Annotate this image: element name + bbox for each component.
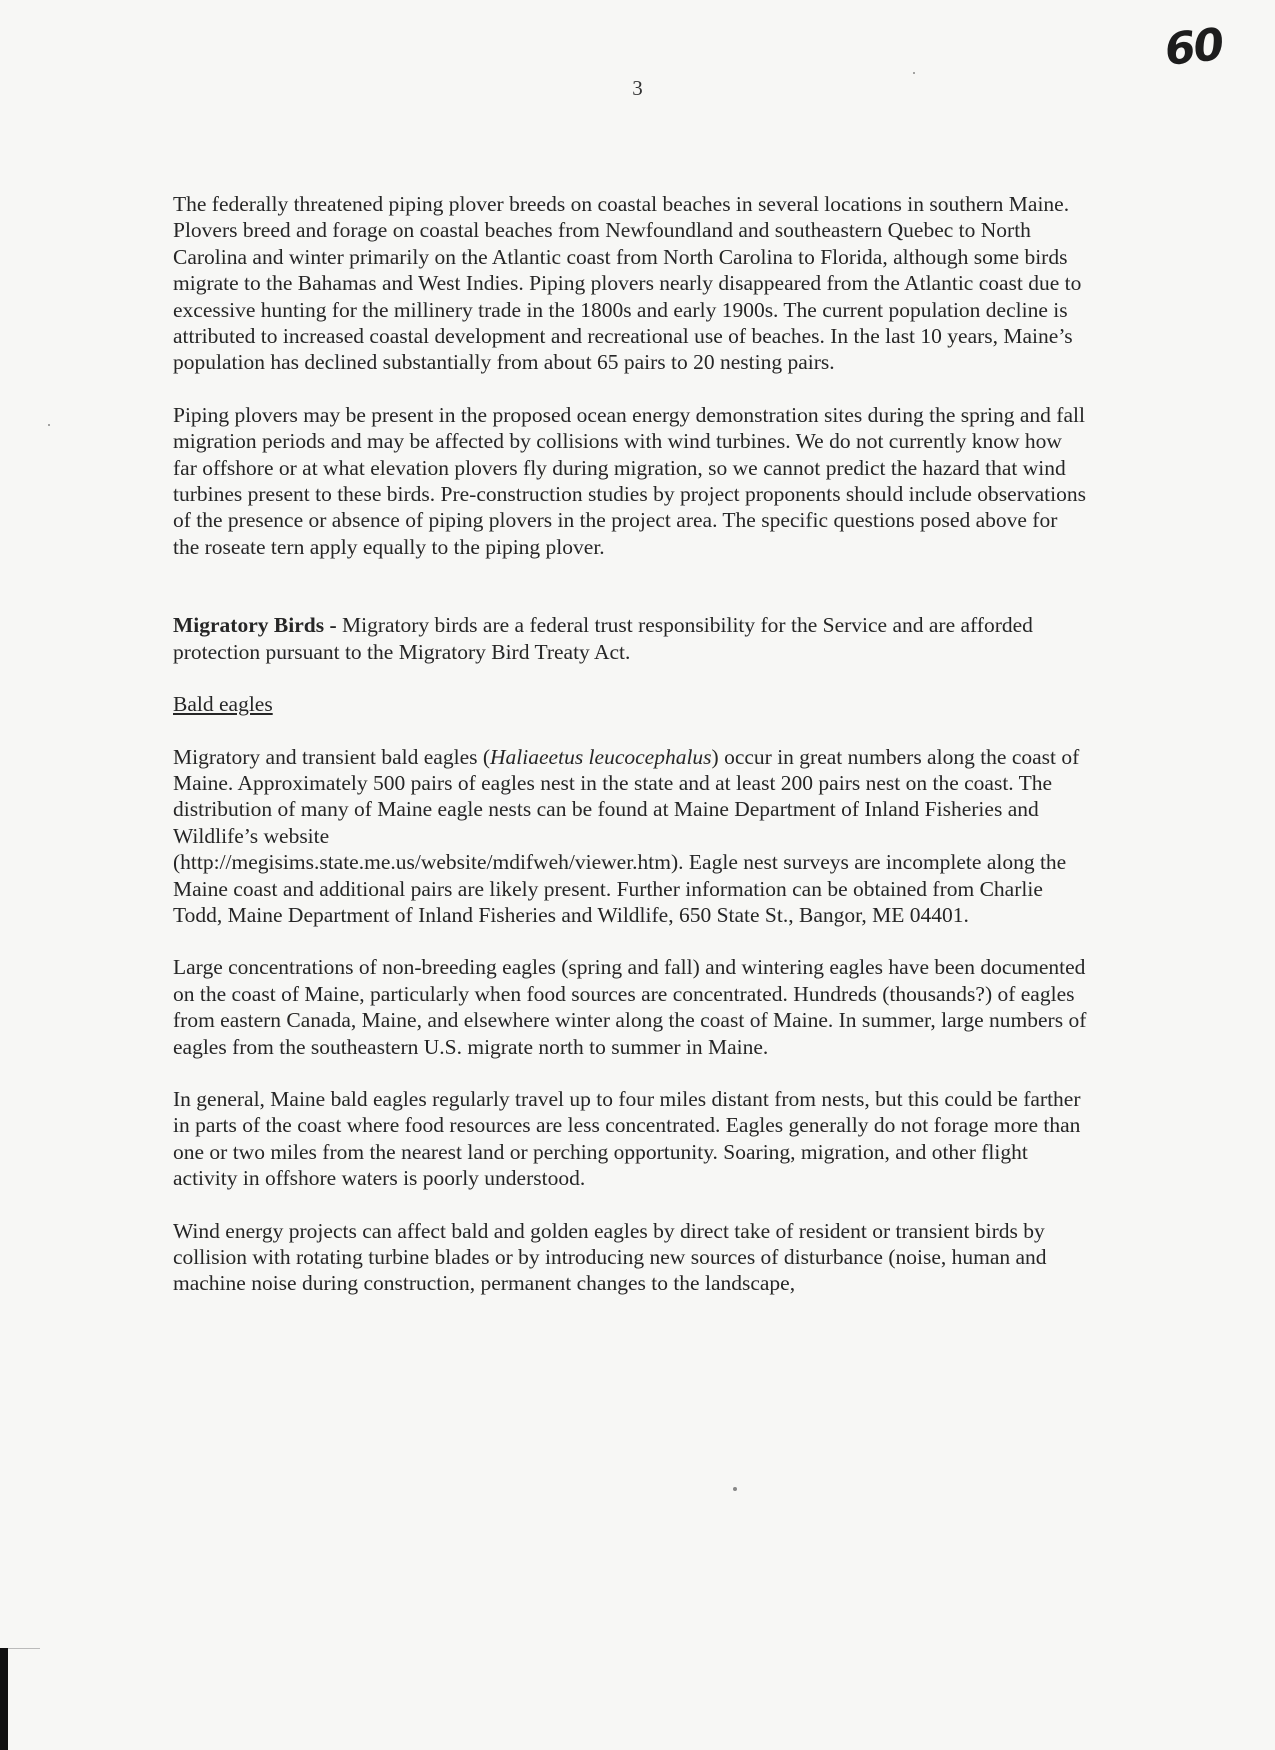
paragraph-migratory-birds: [173, 612, 1088, 665]
subheading-bald-eagles: [173, 691, 1088, 717]
paragraph-eagle-concentrations: Large concentrations of non-breeding eagles (spring and fall) and wintering eagles have been documented on the coast of Maine, particularly when food sources are concentrated. Hundreds (thousands?) of eagles from eastern Canada, Maine, and elsewhere winter along the coast of Maine. In summer, large numbers of eagles from the southeastern U.S. migrate north to summer in Maine.: [173, 955, 1087, 1059]
eagles-url-text: (http://megisims.state.me.us/website/mdifweh/viewer.htm). Eagle nest surveys are incomplete along the Maine coast and additional pairs are likely present. Further information can be obtained from Charlie Todd, Maine Department of Inland Fisheries and Wildlife, 650 State St., Bangor, ME 04401.: [173, 850, 1067, 927]
scan-speck: [913, 72, 915, 74]
scan-speck: [48, 424, 50, 426]
page-number: 3: [632, 76, 643, 100]
paragraph-bald-eagles-occurrence: [173, 744, 1088, 929]
paragraph-piping-plover-breeding: The federally threatened piping plover breeds on coastal beaches in several locations in southern Maine. Plovers breed and forage on coastal beaches from Newfoundland and southeastern Quebec to North Carolina and winter primarily on the Atlantic coast from North Carolina to Florida, although some birds migrate to the Bahamas and West Indies. Piping plovers nearly disappeared from the Atlantic coast due to excessive hunting for the millinery trade in the 1800s and early 1900s. The current population decline is attributed to increased coastal development and recreational use of beaches. In the last 10 years, Maine’s population has declined substantially from about 65 pairs to 20 nesting pairs.: [173, 192, 1082, 375]
species-name: Haliaeetus leucocephalus: [490, 744, 712, 769]
handwritten-page-annotation: 60: [1162, 19, 1225, 76]
document-body: [173, 191, 1088, 1297]
section-heading-migratory-birds: Migratory Birds -: [173, 613, 337, 638]
paragraph-piping-plover-migration: Piping plovers may be present in the proposed ocean energy demonstration sites during the spring and fall migration periods and may be affected by collisions with wind turbines. We do not currently know how far offshore or at what elevation plovers fly during migration, so we cannot predict the hazard that wind turbines present to these birds. Pre-construction studies by project proponents should include observations of the presence or absence of piping plovers in the project area. The specific questions posed above for the roseate tern apply equally to the piping plover.: [173, 402, 1086, 559]
eagles-text-rest: ) occur in great numbers along the coast of Maine. Approximately 500 pairs of eagles nest in the state and at least 200 pairs nest on the coast. The distribution of many of Maine eagle nests can be found at Maine Department of Inland Fisheries and Wildlife’s website: [173, 744, 1080, 848]
paragraph-wind-energy-effects: Wind energy projects can affect bald and golden eagles by direct take of resident or transient birds by collision with rotating turbine blades or by introducing new sources of disturbance (noise, human and machine noise during construction, permanent changes to the landscape,: [173, 1218, 1047, 1296]
scan-speck: [733, 1487, 737, 1491]
eagles-text-start: Migratory and transient bald eagles (: [173, 744, 491, 769]
scan-edge-shadow: [0, 1648, 8, 1750]
bald-eagles-heading: Bald eagles: [173, 692, 273, 717]
paragraph-eagle-travel: In general, Maine bald eagles regularly travel up to four miles distant from nests, but this could be farther in parts of the coast where food resources are less concentrated. Eagles generally do not forage more than one or two miles from the nearest land or perching opportunity. Soaring, migration, and other flight activity in offshore waters is poorly understood.: [173, 1086, 1081, 1191]
migratory-birds-text: Migratory birds are a federal trust responsibility for the Service and are afforded protection pursuant to the Migratory Bird Treaty Act.: [173, 613, 1033, 664]
